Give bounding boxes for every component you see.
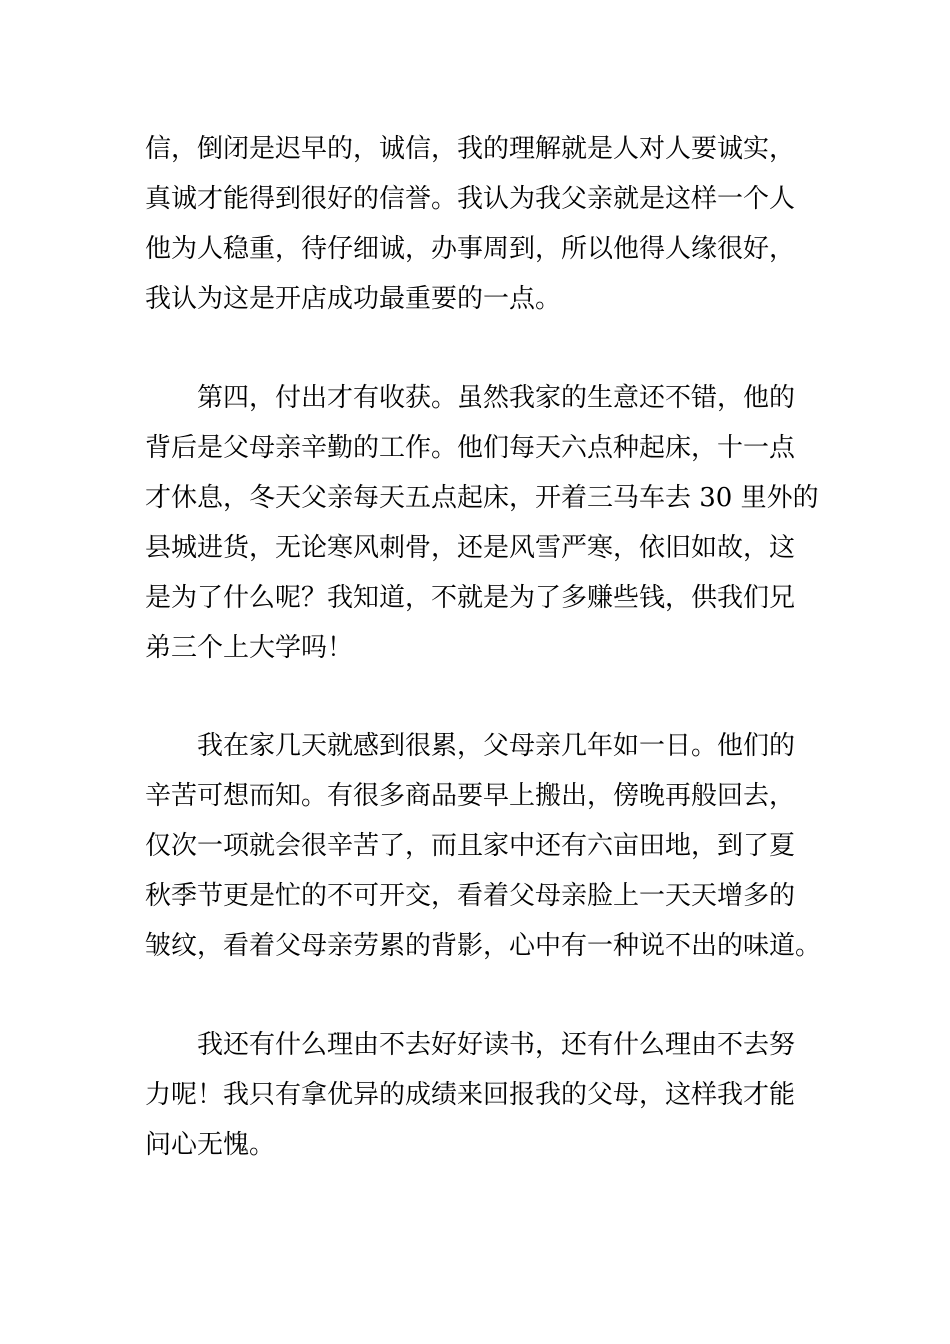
- paragraph-1-line-3: 他为人稳重，待仔细诚，办事周到，所以他得人缘很好，: [145, 234, 796, 264]
- paragraph-4-line-1: 我还有什么理由不去好好读书，还有什么理由不去努: [197, 1030, 796, 1060]
- paragraph-2-line-2: 背后是父母亲辛勤的工作。他们每天六点种起床，十一点: [145, 433, 796, 463]
- paragraph-3-line-3: 仅次一项就会很辛苦了，而且家中还有六亩田地，到了夏: [145, 831, 796, 861]
- paragraph-2-line-3: 才休息，冬天父亲每天五点起床，开着三马车去 30 里外的: [145, 483, 819, 513]
- paragraph-2-line-6: 弟三个上大学吗！: [145, 633, 354, 663]
- paragraph-1-line-2: 真诚才能得到很好的信誉。我认为我父亲就是这样一个人: [145, 184, 796, 214]
- paragraph-4-line-3: 问心无愧。: [145, 1130, 276, 1160]
- paragraph-3-line-1: 我在家几天就感到很累，父母亲几年如一日。他们的: [197, 731, 796, 761]
- paragraph-1-line-4: 我认为这是开店成功最重要的一点。: [145, 284, 562, 314]
- paragraph-3-line-2: 辛苦可想而知。有很多商品要早上搬出，傍晚再般回去，: [145, 781, 796, 811]
- paragraph-4-line-2: 力呢！我只有拿优异的成绩来回报我的父母，这样我才能: [145, 1080, 796, 1110]
- paragraph-2-line-1: 第四，付出才有收获。虽然我家的生意还不错，他的: [197, 383, 796, 413]
- paragraph-3-line-5: 皱纹，看着父母亲劳累的背影，心中有一种说不出的味道。: [145, 931, 822, 961]
- paragraph-2-line-4: 县城进货，无论寒风刺骨，还是风雪严寒，依旧如故，这: [145, 533, 796, 563]
- paragraph-1-line-1: 信，倒闭是迟早的，诚信，我的理解就是人对人要诚实，: [145, 134, 796, 164]
- paragraph-2-line-5: 是为了什么呢？我知道，不就是为了多赚些钱，供我们兄: [145, 583, 796, 613]
- paragraph-3-line-4: 秋季节更是忙的不可开交，看着父母亲脸上一天天增多的: [145, 881, 796, 911]
